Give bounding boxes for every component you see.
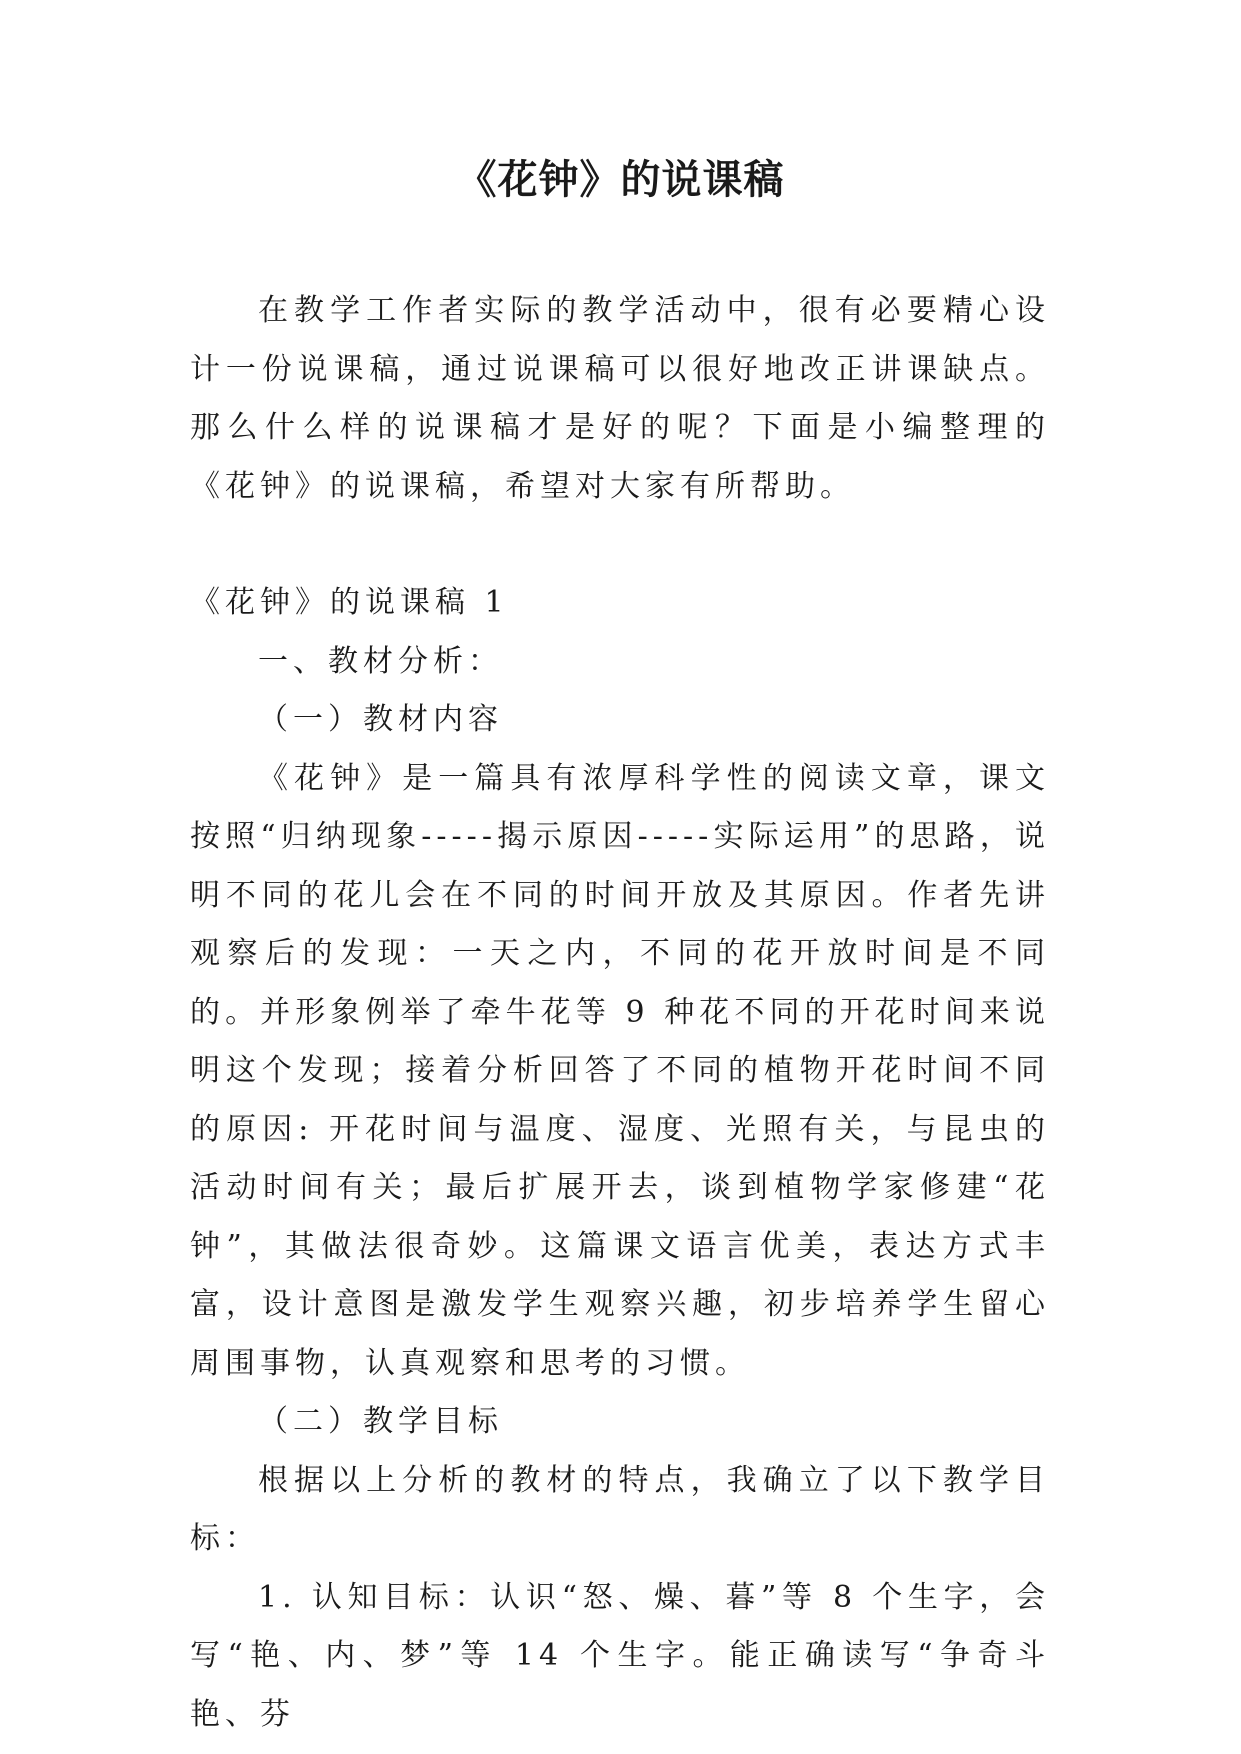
document-title: 《花钟》的说课稿 bbox=[456, 156, 785, 203]
sub1-body: 《花钟》是一篇具有浓厚科学性的阅读文章，课文按照“归纳现象-----揭示原因-----实际运用”的思路，说明不同的花儿会在不同的时间开放及其原因。作者先讲观察后的发现：一天之内，不同的花开放时间是不同的。并形象例举了牵牛花等 9 种花不同的开花时间来说明这个发现；接着分析回答了不同的植物开花时间不同的原因: 开花时间与温度、湿度、光照有关，与昆虫的活动时间有关；最后扩展开去，谈到植物学家修建“花钟”，其做法很奇妙。这篇课文语言优美，表达方式丰富，设计意图是激发学生观察兴趣，初步培养学生留心周围事物，认真观察和思考的习惯。 bbox=[190, 760, 1050, 1381]
intro-paragraph: 在教学工作者实际的教学活动中，很有必要精心设计一份说课稿，通过说课稿可以很好地改正讲课缺点。那么什么样的说课稿才是好的呢？下面是小编整理的《花钟》的说课稿，希望对大家有所帮助。 bbox=[190, 293, 1050, 504]
part1-heading: 一、教材分析： bbox=[258, 643, 503, 679]
document-body bbox=[190, 282, 1050, 1744]
goal-1: 1. 认知目标：认识“怒、燥、暮”等 8 个生字，会写“艳、内、梦”等 14 个生字。能正确读写“争奇斗艳、芬 bbox=[190, 1579, 1050, 1732]
sub2-heading: （二）教学目标 bbox=[258, 1404, 503, 1439]
section-heading: 《花钟》的说课稿 1 bbox=[190, 585, 509, 620]
sub2-intro: 根据以上分析的教材的特点，我确立了以下教学目标： bbox=[190, 1462, 1050, 1556]
sub1-heading: （一）教材内容 bbox=[258, 702, 503, 737]
paragraph-gap bbox=[190, 516, 1050, 574]
